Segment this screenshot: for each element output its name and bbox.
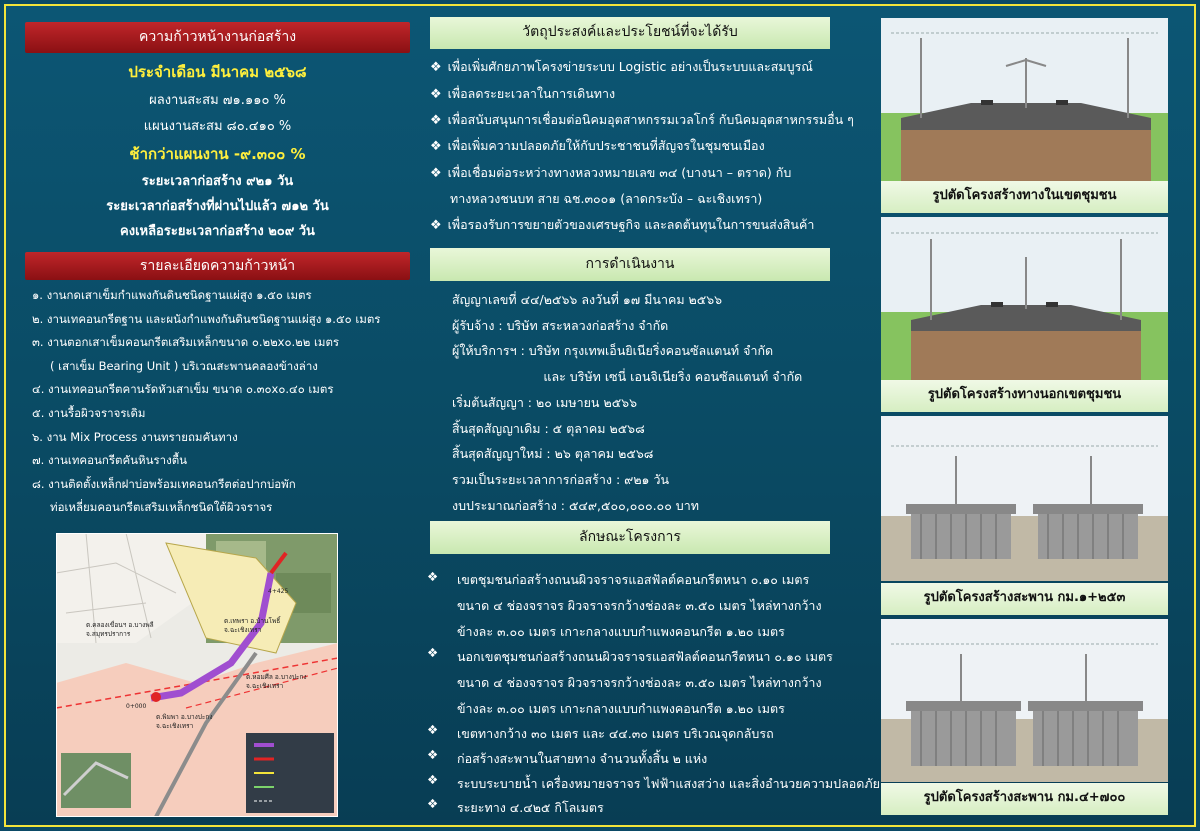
details-item: ๑. งานกดเสาเข็มกำแพงกันดินชนิดฐานแผ่สูง ๑.๕๐ เมตร — [32, 288, 312, 302]
details-item: ท่อเหลี่ยมคอนกรีตเสริมเหล็กชนิดใต้ผิวจราจร — [50, 500, 273, 515]
contractor: ผู้รับจ้าง : บริษัท สระหลวงก่อสร้าง จำกัด — [452, 317, 669, 333]
progress-duration: ระยะเวลาก่อสร้าง ๙๒๑ วัน — [141, 174, 294, 189]
characteristics-header: ลักษณะโครงการ — [430, 521, 830, 554]
details-item: ๗. งานเทคอนกรีตคันหินรางตื้น — [32, 453, 188, 468]
bridge-section-km1-image — [881, 416, 1168, 581]
map-label-bottom: ต.พิมพา อ.บางปะกง จ.ฉะเชิงเทรา — [156, 713, 213, 730]
objective-item: ❖ เพื่อสนับสนุนการเชื่อมต่อนิคมอุตสาหกรรมเวลโกร์ กับนิคมอุตสาหกรรมอื่น ๆ — [430, 112, 854, 128]
objective-item: ❖ เพื่อเพิ่มศักยภาพโครงข่ายระบบ Logistic อย่างเป็นระบบและสมบูรณ์ — [430, 59, 813, 75]
diamond-bullet-icon: ❖ — [427, 747, 439, 762]
map-km-start: 0+000 — [126, 703, 147, 710]
bridge-section-km4-image — [881, 619, 1168, 782]
details-item: ( เสาเข็ม Bearing Unit ) บริเวณสะพานคลองข้างล่าง — [50, 358, 318, 373]
contract-end-new: สิ้นสุดสัญญาใหม่ : ๒๖ ตุลาคม ๒๕๖๘ — [452, 446, 654, 462]
progress-remaining: คงเหลือระยะเวลาก่อสร้าง ๒๐๙ วัน — [120, 224, 315, 239]
details-item: ๔. งานเทคอนกรีตคานรัดหัวเสาเข็ม ขนาด ๐.๓๐x๐.๔๐ เมตร — [32, 382, 334, 397]
road-section-outside-community-image — [881, 217, 1168, 380]
map-label-right: ต.เทพรา อ.บ้านโพธิ์ จ.ฉะเชิงเทรา — [224, 617, 281, 634]
caption-bridge-km4: รูปตัดโครงสร้างสะพาน กม.๔+๗๐๐ — [881, 783, 1168, 815]
caption-bridge-km1: รูปตัดโครงสร้างสะพาน กม.๑+๒๕๓ — [881, 583, 1168, 615]
char-line: เขตทางกว้าง ๓๐ เมตร และ ๔๔.๓๐ เมตร บริเวณจุดกลับรถ — [457, 726, 774, 741]
map-km-end: 4+425 — [268, 588, 289, 595]
details-item: ๒. งานเทคอนกรีตฐาน และผนังกำแพงกันดินชนิดฐานแผ่สูง ๑.๕๐ เมตร — [32, 311, 381, 326]
objective-item: ❖ เพื่อเพิ่มความปลอดภัยให้กับประชาชนที่สัญจรในชุมชนเมือง — [430, 138, 765, 154]
operation-info — [452, 287, 802, 518]
char-line: ขนาด ๔ ช่องจราจร ผิวจราจรกว้างช่องละ ๓.๕๐ เมตร ไหล่ทางกว้าง — [457, 675, 822, 690]
consultant: ผู้ให้บริการฯ : บริษัท กรุงเทพเอ็นยิเนียริ่งคอนซัลแตนท์ จำกัด — [452, 343, 774, 359]
operation-header: การดำเนินงาน — [430, 248, 830, 281]
map-label-left: ต.คลองเขื่อนฯ อ.บางพลี จ.สมุทรปราการ — [86, 621, 154, 638]
progress-planned: แผนงานสะสม ๘๐.๔๑๐ % — [143, 119, 292, 134]
construction-budget: งบประมาณก่อสร้าง : ๕๔๙,๕๐๐,๐๐๐.๐๐ บาท — [452, 497, 699, 513]
char-line: ข้างละ ๓.๐๐ เมตร เกาะกลางแบบกำแพงคอนกรีต ๑.๒๐ เมตร — [457, 701, 785, 716]
project-map — [56, 533, 338, 817]
diamond-bullet-icon: ❖ — [427, 722, 439, 737]
details-item: ๕. งานรื้อผิวจราจรเดิม — [32, 405, 146, 420]
road-section-community-image — [881, 18, 1168, 181]
details-item: ๓. งานตอกเสาเข็มคอนกรีตเสริมเหล็กขนาด ๐.๒๒x๐.๒๒ เมตร — [32, 335, 340, 350]
char-line: ระยะทาง ๔.๔๒๕ กิโลเมตร — [457, 800, 604, 815]
caption-community-section: รูปตัดโครงสร้างทางในเขตชุมชน — [881, 181, 1168, 213]
diamond-bullet-icon: ❖ — [427, 645, 439, 660]
details-item: ๘. งานติดตั้งเหล็กฝาบ่อพร้อมเทคอนกรีตต่อปากบ่อพัก — [32, 476, 296, 491]
details-item: ๖. งาน Mix Process งานทรายถมคันทาง — [32, 429, 238, 444]
objectives-header: วัตถุประสงค์และประโยชน์ที่จะได้รับ — [430, 17, 830, 49]
progress-actual: ผลงานสะสม ๗๑.๑๑๐ % — [149, 93, 286, 108]
objective-item: ❖ เพื่อรองรับการขยายตัวของเศรษฐกิจ และลดต้นทุนในการขนส่งสินค้า — [430, 217, 815, 233]
diamond-bullet-icon: ❖ — [427, 772, 439, 787]
char-line: ระบบระบายน้ำ เครื่องหมายจราจร ไฟฟ้าแสงสว่าง และสิ่งอำนวยความปลอดภัย — [457, 776, 880, 791]
caption-outside-community-section: รูปตัดโครงสร้างทางนอกเขตชุมชน — [881, 380, 1168, 412]
contract-number: สัญญาเลขที่ ๔๔/๒๕๖๖ ลงวันที่ ๑๗ มีนาคม ๒๕๖๖ — [452, 292, 723, 307]
char-line: นอกเขตชุมชนก่อสร้างถนนผิวจราจรแอสฟัลต์คอนกรีตหนา ๐.๑๐ เมตร — [457, 649, 833, 664]
objective-item-cont: ทางหลวงชนบท สาย ฉช.๓๐๐๑ (ลาดกระบัง – ฉะเชิงเทรา) — [450, 191, 763, 206]
start-point-marker — [151, 692, 161, 702]
diamond-bullet-icon: ❖ — [427, 569, 439, 584]
diamond-bullet-icon: ❖ — [430, 218, 442, 233]
details-header: รายละเอียดความก้าวหน้า — [25, 252, 410, 280]
char-line: ข้างละ ๓.๐๐ เมตร เกาะกลางแบบกำแพงคอนกรีต ๑.๒๐ เมตร — [457, 624, 785, 639]
progress-month: ประจำเดือน มีนาคม ๒๕๖๘ — [128, 63, 307, 81]
progress-behind: ช้ากว่าแผนงาน -๙.๓๐๐ % — [129, 145, 306, 163]
diamond-bullet-icon: ❖ — [430, 60, 442, 75]
contract-start: เริ่มต้นสัญญา : ๒๐ เมษายน ๒๕๖๖ — [452, 394, 638, 410]
char-line: ขนาด ๔ ช่องจราจร ผิวจราจรกว้างช่องละ ๓.๕๐ เมตร ไหล่ทางกว้าง — [457, 598, 822, 613]
consultant-2: และ บริษัท เซนี่ เอนจิเนียริ่ง คอนซัลแตนท์ จำกัด — [452, 369, 803, 385]
diamond-bullet-icon: ❖ — [430, 113, 442, 128]
diamond-bullet-icon: ❖ — [430, 166, 442, 181]
details-list — [32, 284, 381, 520]
construction-duration: รวมเป็นระยะเวลาการก่อสร้าง : ๙๒๑ วัน — [452, 471, 670, 487]
diamond-bullet-icon: ❖ — [430, 87, 442, 102]
map-label-mid: ต.หอมศีล อ.บางปะกง จ.ฉะเชิงเทรา — [246, 673, 307, 690]
objective-item: ❖ เพื่อเชื่อมต่อระหว่างทางหลวงหมายเลข ๓๔ (บางนา – ตราด) กับ — [430, 165, 792, 181]
objective-item: ❖ เพื่อลดระยะเวลาในการเดินทาง — [430, 86, 616, 102]
char-line: ก่อสร้างสะพานในสายทาง จำนวนทั้งสิ้น ๒ แห่ง — [457, 751, 708, 766]
progress-header: ความก้าวหน้างานก่อสร้าง — [25, 22, 410, 53]
progress-elapsed: ระยะเวลาก่อสร้างที่ผ่านไปแล้ว ๗๑๒ วัน — [106, 199, 329, 214]
diamond-bullet-icon: ❖ — [430, 139, 442, 154]
contract-end-original: สิ้นสุดสัญญาเดิม : ๕ ตุลาคม ๒๕๖๘ — [452, 420, 645, 436]
characteristics-list — [425, 565, 880, 815]
char-line: เขตชุมชนก่อสร้างถนนผิวจราจรแอสฟัลต์คอนกรีตหนา ๐.๑๐ เมตร — [457, 572, 810, 587]
diamond-bullet-icon: ❖ — [427, 796, 439, 811]
